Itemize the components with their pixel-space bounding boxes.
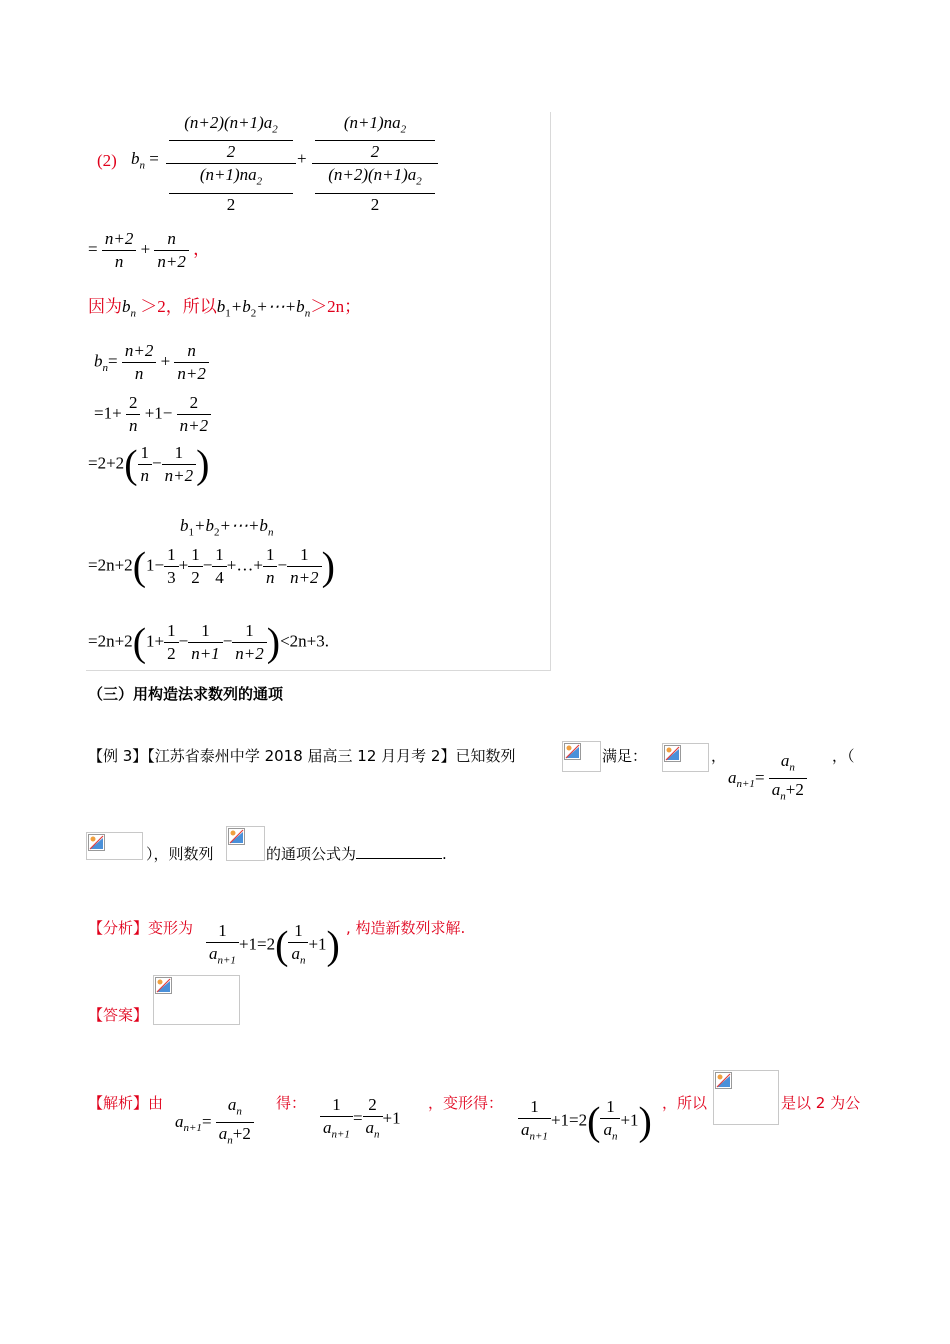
solution-tag: 【解析】由	[88, 1094, 164, 1112]
analysis-tag: 【分析】变形为	[88, 919, 194, 937]
image-placeholder	[713, 1070, 779, 1125]
comma: ，	[711, 747, 727, 765]
sum-line-1: =2n+2(1− $\frac{1}{3}$ + $\frac{1}{2}$ − $\frac{1}{4}$ +…+ $\frac{1}{n}$ − $\frac{1}{n+2}$ )	[88, 543, 335, 589]
answer-tag: 【答案】	[88, 1006, 149, 1024]
broken-image-icon	[564, 743, 581, 760]
comma-paren: ，（	[832, 747, 855, 765]
satisfy-text: 满足：	[602, 747, 648, 765]
image-placeholder	[86, 832, 143, 860]
solution-recurrence: $a_{n+1}=$ $\frac{a_n}{a_n+2}$	[175, 1094, 254, 1152]
solution-get: 得：	[276, 1094, 307, 1112]
bn-line-1: $b_n=$ $\frac{n+2}{n}$ + $\frac{n}{n+2}$	[94, 340, 209, 385]
compound-fraction-2: $(n+1)na_2$ 2 $(n+2)(n+1)a_2$ 2	[312, 112, 438, 216]
solution-so: ，所以	[662, 1094, 708, 1112]
sum-head: $b_1+b_2+\cdots+b_n$	[180, 516, 274, 539]
answer-image-placeholder	[153, 975, 240, 1025]
example3-lead: 【例 3】【江苏省泰州中学 2018 届高三 12 月月考 2】已知数列	[88, 747, 516, 765]
section-title: （三）用构造法求数列的通项	[88, 685, 284, 703]
image-placeholder	[226, 826, 265, 861]
image-placeholder	[662, 743, 709, 772]
part-label: (2)	[97, 151, 117, 170]
broken-image-icon	[664, 745, 681, 762]
broken-image-icon	[88, 834, 105, 851]
example3-ask: 的通项公式为 .	[266, 845, 447, 863]
recurrence-formula: $a_{n+1}=$ $\frac{a_n}{a_n+2}$	[728, 750, 807, 808]
solution-trans: ，变形得：	[428, 1094, 504, 1112]
analysis-tail: , 构造新数列求解.	[346, 919, 466, 937]
because-line: 因为$b_n >2$，所以$b_1+b_2+\cdots+b_n>2n$；	[88, 297, 362, 320]
analysis-formula: $\frac{1}{a_{n+1}}$ +1=2( $\frac{1}{a_n}$ +1)	[206, 920, 340, 971]
sum-line-2: =2n+2(1+ $\frac{1}{2}$ − $\frac{1}{n+1}$ − $\frac{1}{n+2}$ )<2n+3.	[88, 619, 330, 665]
example3-close: ），则数列	[146, 845, 214, 863]
bn-line-3: =2+2( $\frac{1}{n}$ − $\frac{1}{n+2}$ )	[88, 441, 210, 487]
broken-image-icon	[155, 977, 172, 994]
bn-lhs: $b_n$ =	[131, 149, 159, 172]
compound-fraction-1: $(n+2)(n+1)a_2$ 2 $(n+1)na_2$ 2	[166, 112, 296, 216]
answer-blank	[356, 844, 442, 859]
plus-sign: +	[297, 149, 307, 168]
reciprocal-formula: $\frac{1}{a_{n+1}}$ = $\frac{2}{a_n}$ +1	[320, 1094, 401, 1145]
broken-image-icon	[715, 1072, 732, 1089]
simplified-bn: = $\frac{n+2}{n}$ + $\frac{n}{n+2}$ ，	[88, 229, 211, 271]
transformed-formula: $\frac{1}{a_{n+1}}$ +1=2( $\frac{1}{a_n}$ +1)	[518, 1096, 652, 1147]
bn-line-2: =1+ $\frac{2}{n}$ +1− $\frac{2}{n+2}$	[94, 392, 211, 437]
broken-image-icon	[228, 828, 245, 845]
image-placeholder	[562, 741, 601, 772]
solution-tail: 是以 2 为公	[781, 1094, 861, 1112]
